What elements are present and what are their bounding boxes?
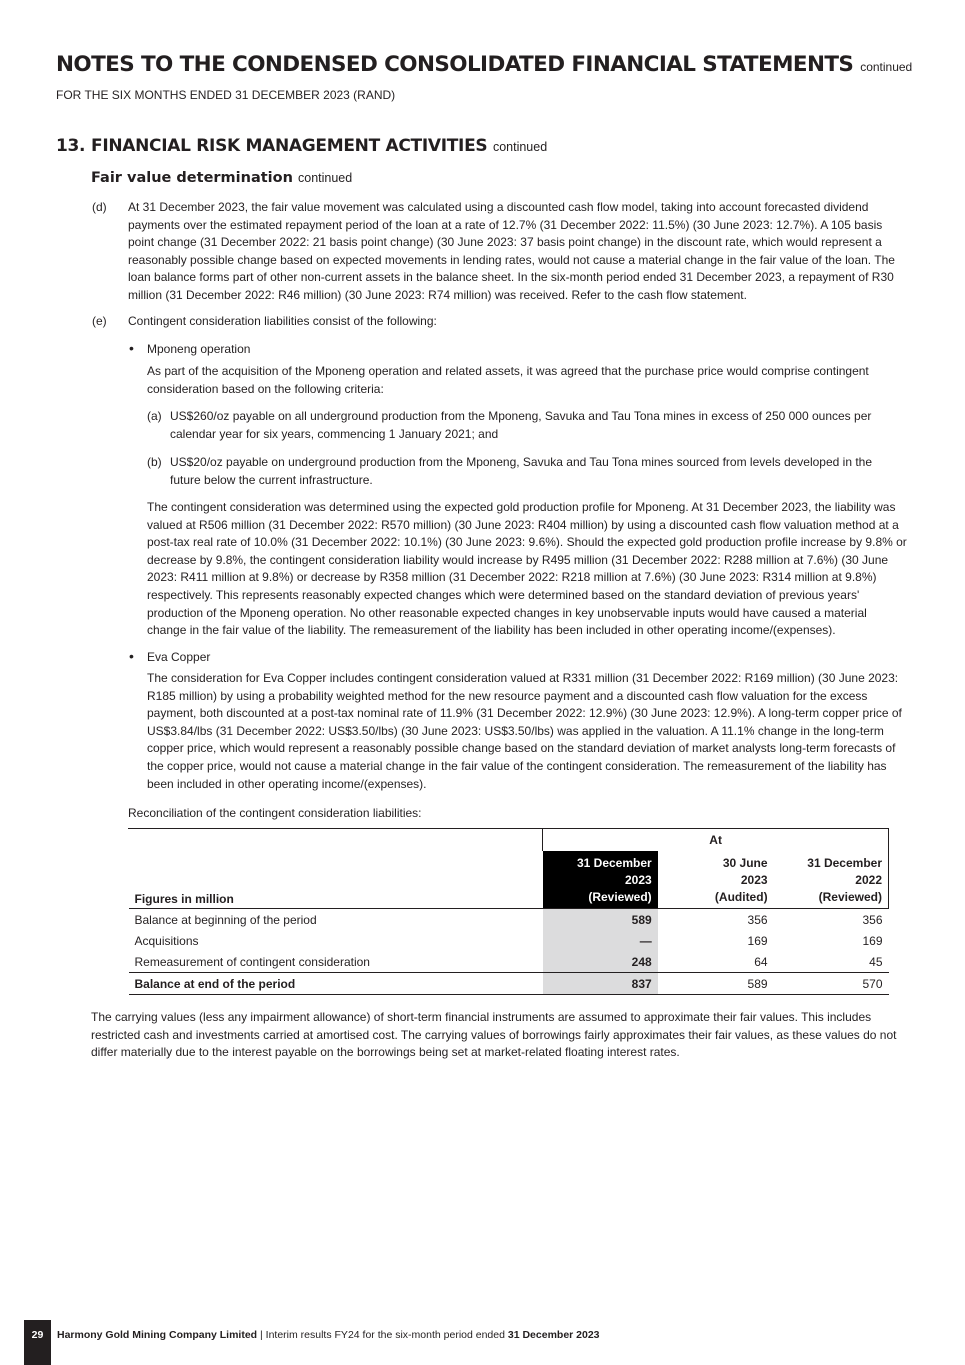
column-header <box>658 851 774 909</box>
footer-text <box>57 1329 600 1341</box>
mponeng-intro: As part of the acquisition of the Mponeng operation and related assets, it was agreed that the purchase price would comprise contingent consideration based on the following criteria: <box>147 364 869 396</box>
item-e-intro: Contingent consideration liabilities consist of the following: <box>128 314 437 328</box>
row-value: 45 <box>869 954 883 969</box>
table-row <box>129 909 889 931</box>
row-value: 837 <box>543 973 658 995</box>
column-header-line: (Audited) <box>714 890 768 904</box>
closing-paragraph: The carrying values (less any impairment allowance) of short-term financial instruments are assumed to approximate their fair values. This includes restricted cash and investments carried at amortised cost. The carrying values of borrowings fairly approximates their fair values, as these values do not differ materially due to the interest payable on the borrowings being set at market-related floating interest rates. <box>91 1010 897 1060</box>
table-header-row <box>129 851 889 909</box>
column-header-line: (Reviewed) <box>588 890 652 904</box>
row-label: Remeasurement of contingent consideration <box>134 954 370 969</box>
page-title <box>56 52 956 77</box>
at-label: At <box>543 829 889 852</box>
criteria-a-text: US$260/oz payable on all underground production from the Mponeng, Savuka and Tau Tona mines in excess of 250 000 ounces per calendar year for six years, commencing 1 January 2021; and <box>170 409 872 441</box>
row-label: Balance at end of the period <box>129 973 543 995</box>
column-header-line: 2023 <box>624 873 652 887</box>
subsection-heading <box>91 170 352 186</box>
page-title-suffix: continued <box>860 60 913 74</box>
page-title-text: NOTES TO THE CONDENSED CONSOLIDATED FINANCIAL STATEMENTS <box>56 52 854 77</box>
row-value: 356 <box>862 912 883 927</box>
bullet-icon: • <box>129 340 134 356</box>
criteria-a-marker: (a) <box>147 409 162 423</box>
footer-page-bar <box>24 1320 51 1365</box>
footer-report: Interim results FY24 for the six-month period ended <box>265 1329 505 1341</box>
column-header <box>774 851 889 909</box>
eva-detail: The consideration for Eva Copper includes contingent consideration valued at R331 million (31 December 2022: R169 million) (30 June 2023: R185 million) by using a probability weighted method for the new resource payment and a discounted cash flow valuation for the excess payment, both discounted at a post-tax nominal rate of 11.9% (31 December 2022: 12.9%) (30 June 2023: 12.9%). A long-term copper price of US$3.84/lbs (31 December 2022: US$3.50/lbs) (30 June 2023: US$3.50/lbs) was applied in the valuation. A 11.1% change in the long-term copper price, which would represent a reasonably possible change based on the standard deviation of market analysts long-term forecasts of the copper price, would not cause a material change in the fair value of the contingent consideration. The remeasurement of the liability has been included in other operating income/(expenses). <box>147 671 902 791</box>
row-value: 570 <box>774 973 889 995</box>
row-value: 169 <box>862 933 883 948</box>
subsection-suffix: continued <box>298 171 353 185</box>
reconciliation-table <box>128 828 889 995</box>
bullet-icon: • <box>129 648 134 664</box>
row-value: 589 <box>658 973 774 995</box>
table-total-row <box>129 973 889 995</box>
column-header-line: 2023 <box>740 873 768 887</box>
column-header-line: 30 June <box>722 856 768 870</box>
column-header-line: (Reviewed) <box>818 890 882 904</box>
section-heading <box>56 136 547 156</box>
subsection-title: Fair value determination <box>91 170 293 186</box>
item-d-text: At 31 December 2023, the fair value movement was calculated using a discounted cash flow model, taking into account forecasted dividend payments over the estimated repayment period of the loan at a rate of 12.7% (31 December 2022: 11.5%) (30 June 2023: 12.7%). A 105 basis point change (31 December 2022: 21 basis point change) (30 June 2023: 37 basis point change) in the discount rate, which would represent a reasonably possible change based on expected movements in lending rates, would not cause a material change in the fair value of the loan. The loan balance forms part of other non-current assets in the balance sheet. In the six-month period ended 31 December 2023, a repayment of R30 million (31 December 2022: R46 million) (30 June 2023: R74 million) was received. Refer to the cash flow statement. <box>128 200 895 302</box>
figures-label: Figures in million <box>129 851 543 909</box>
row-label: Balance at beginning of the period <box>134 912 317 927</box>
footer-separator: | <box>260 1329 263 1341</box>
row-value: 248 <box>543 951 658 973</box>
table-row <box>129 930 889 951</box>
table-row <box>129 951 889 973</box>
section-title: FINANCIAL RISK MANAGEMENT ACTIVITIES <box>91 136 488 156</box>
row-value: 589 <box>543 909 658 931</box>
criteria-b-marker: (b) <box>147 455 162 469</box>
item-d-marker: (d) <box>92 200 107 214</box>
eva-title: Eva Copper <box>147 650 211 664</box>
row-value: 356 <box>747 912 768 927</box>
table-header-at-row <box>129 829 889 852</box>
footer-company: Harmony Gold Mining Company Limited <box>57 1329 258 1341</box>
footer-date: 31 December 2023 <box>507 1329 600 1341</box>
column-header <box>543 851 658 909</box>
mponeng-title: Mponeng operation <box>147 342 251 356</box>
criteria-b-text: US$20/oz payable on underground production from the Mponeng, Savuka and Tau Tona mines sourced from levels developed in the future below the current infrastructure. <box>170 455 873 487</box>
row-value: — <box>543 930 658 951</box>
row-label: Acquisitions <box>134 933 199 948</box>
section-number: 13. <box>56 136 86 156</box>
column-header-line: 31 December <box>576 856 652 870</box>
row-value: 64 <box>754 954 768 969</box>
section-suffix: continued <box>492 140 548 154</box>
column-header-line: 31 December <box>807 856 882 870</box>
reconciliation-label: Reconciliation of the contingent consideration liabilities: <box>128 806 422 820</box>
page-subtitle: FOR THE SIX MONTHS ENDED 31 DECEMBER 2023 (RAND) <box>56 88 396 102</box>
mponeng-detail: The contingent consideration was determined using the expected gold production profile for Mponeng. At 31 December 2023, the liability was valued at R506 million (31 December 2022: R570 million) (30 June 2023: R404 million) by using a discounted cash flow valuation method at a post-tax real rate of 10.0% (31 December 2022: 10.1%) (30 June 2023: 9.6%). Should the expected gold production profile increase by 9.8% or decrease by 9.8%, the contingent consideration liability would increase by R495 million (31 December 2022: R288 million at 7.6%) (30 June 2023: R411 million at 9.8%) or decrease by R358 million (31 December 2022: R218 million at 7.6%) (30 June 2023: R314 million at 9.8%) respectively. This represents reasonably expected changes which were determined based on the standard deviation of previous years' production of the Mponeng operation. No other reasonable expected changes in key unobservable inputs would have caused a material change in the fair value of the liability. The remeasurement of the liability has been included in other operating income/(expenses). <box>147 500 907 638</box>
page-number: 29 <box>31 1329 44 1341</box>
item-e-marker: (e) <box>92 314 107 328</box>
column-header-line: 2022 <box>855 873 882 887</box>
row-value: 169 <box>747 933 768 948</box>
